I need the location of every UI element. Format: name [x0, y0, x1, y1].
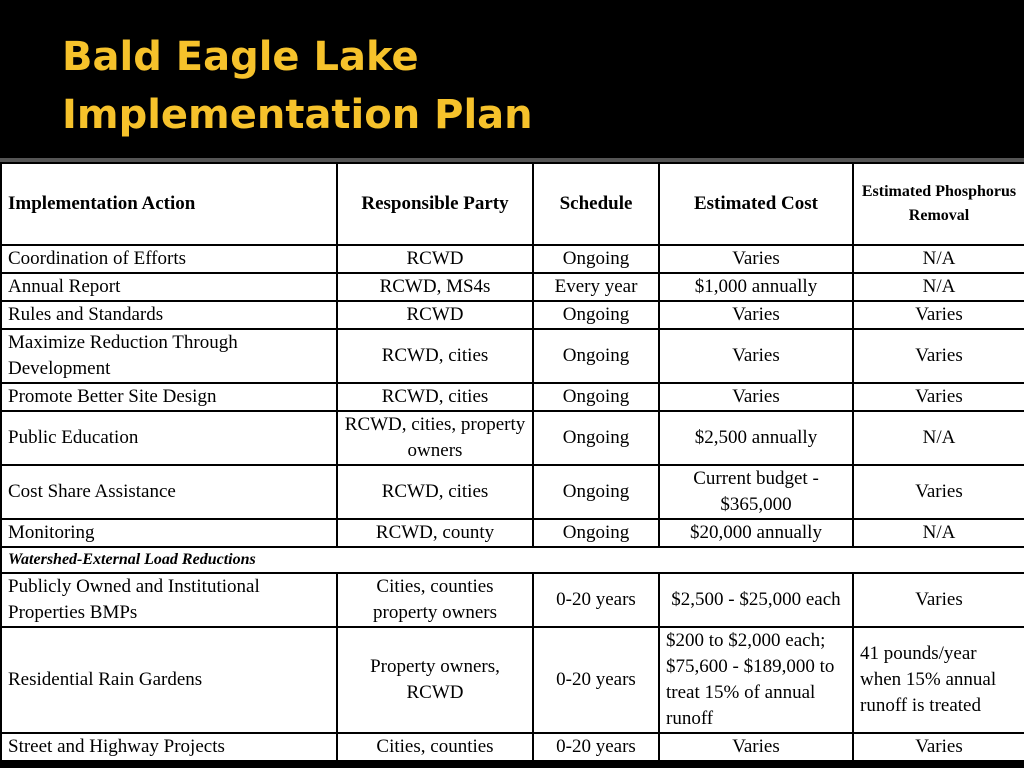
table-row — [1, 519, 1024, 547]
cell-schedule: Ongoing — [533, 465, 659, 519]
cell-party: RCWD, county — [337, 519, 533, 547]
table-row — [1, 245, 1024, 273]
cell-cost: Varies — [659, 329, 853, 383]
cell-cost: Current budget - $365,000 — [659, 465, 853, 519]
cell-phosphorus: Varies — [853, 733, 1024, 761]
section-label: Watershed-External Load Reductions — [1, 547, 1024, 573]
cell-cost: $200 to $2,000 each; $75,600 - $189,000 to treat 15% of annual runoff — [659, 627, 853, 733]
cell-phosphorus: Varies — [853, 329, 1024, 383]
cell-party: RCWD, cities, property owners — [337, 411, 533, 465]
cell-action: Residential Rain Gardens — [1, 627, 337, 733]
cell-party: Cities, counties property owners — [337, 573, 533, 627]
header-responsible-party: Responsible Party — [337, 163, 533, 245]
cell-schedule: 0-20 years — [533, 733, 659, 761]
cell-cost: Varies — [659, 733, 853, 761]
cell-phosphorus: N/A — [853, 411, 1024, 465]
cell-schedule: Ongoing — [533, 411, 659, 465]
cell-action: Publicly Owned and Institutional Properties BMPs — [1, 573, 337, 627]
cell-party: RCWD, cities — [337, 329, 533, 383]
cell-schedule: Every year — [533, 273, 659, 301]
cell-cost: $20,000 annually — [659, 519, 853, 547]
cell-phosphorus: Varies — [853, 383, 1024, 411]
cell-schedule: Ongoing — [533, 245, 659, 273]
cell-action: Cost Share Assistance — [1, 465, 337, 519]
cell-cost: Varies — [659, 301, 853, 329]
cell-schedule: Ongoing — [533, 301, 659, 329]
header-schedule: Schedule — [533, 163, 659, 245]
table-row — [1, 733, 1024, 761]
implementation-plan-table — [0, 162, 1024, 762]
cell-action: Annual Report — [1, 273, 337, 301]
cell-phosphorus: Varies — [853, 465, 1024, 519]
cell-schedule: 0-20 years — [533, 627, 659, 733]
header-estimated-cost: Estimated Cost — [659, 163, 853, 245]
table-row — [1, 573, 1024, 627]
cell-action: Street and Highway Projects — [1, 733, 337, 761]
slide-title-line-2: Implementation Plan — [62, 92, 533, 138]
table-row — [1, 465, 1024, 519]
cell-schedule: Ongoing — [533, 519, 659, 547]
table-row — [1, 411, 1024, 465]
cell-party: RCWD — [337, 245, 533, 273]
table-row — [1, 383, 1024, 411]
cell-cost: Varies — [659, 245, 853, 273]
cell-phosphorus: Varies — [853, 301, 1024, 329]
cell-cost: $1,000 annually — [659, 273, 853, 301]
table-row — [1, 329, 1024, 383]
cell-cost: Varies — [659, 383, 853, 411]
cell-action: Coordination of Efforts — [1, 245, 337, 273]
header-estimated-phosphorus-removal: Estimated Phosphorus Removal — [853, 163, 1024, 245]
table-row — [1, 273, 1024, 301]
cell-phosphorus: Varies — [853, 573, 1024, 627]
cell-party: RCWD, cities — [337, 465, 533, 519]
cell-schedule: Ongoing — [533, 383, 659, 411]
header-implementation-action: Implementation Action — [1, 163, 337, 245]
section-header-row — [1, 547, 1024, 573]
table-header-row — [1, 163, 1024, 245]
cell-schedule: Ongoing — [533, 329, 659, 383]
cell-party: RCWD, cities — [337, 383, 533, 411]
slide-title — [62, 28, 533, 144]
cell-party: RCWD, MS4s — [337, 273, 533, 301]
cell-phosphorus: N/A — [853, 273, 1024, 301]
cell-action: Maximize Reduction Through Development — [1, 329, 337, 383]
table-row — [1, 301, 1024, 329]
cell-party: Property owners, RCWD — [337, 627, 533, 733]
cell-party: RCWD — [337, 301, 533, 329]
cell-schedule: 0-20 years — [533, 573, 659, 627]
table-row — [1, 627, 1024, 733]
cell-phosphorus: N/A — [853, 245, 1024, 273]
cell-party: Cities, counties — [337, 733, 533, 761]
cell-cost: $2,500 - $25,000 each — [659, 573, 853, 627]
cell-action: Monitoring — [1, 519, 337, 547]
cell-action: Public Education — [1, 411, 337, 465]
cell-phosphorus: 41 pounds/year when 15% annual runoff is treated — [853, 627, 1024, 733]
slide-title-line-1: Bald Eagle Lake — [62, 34, 419, 80]
cell-phosphorus: N/A — [853, 519, 1024, 547]
cell-cost: $2,500 annually — [659, 411, 853, 465]
cell-action: Rules and Standards — [1, 301, 337, 329]
cell-action: Promote Better Site Design — [1, 383, 337, 411]
